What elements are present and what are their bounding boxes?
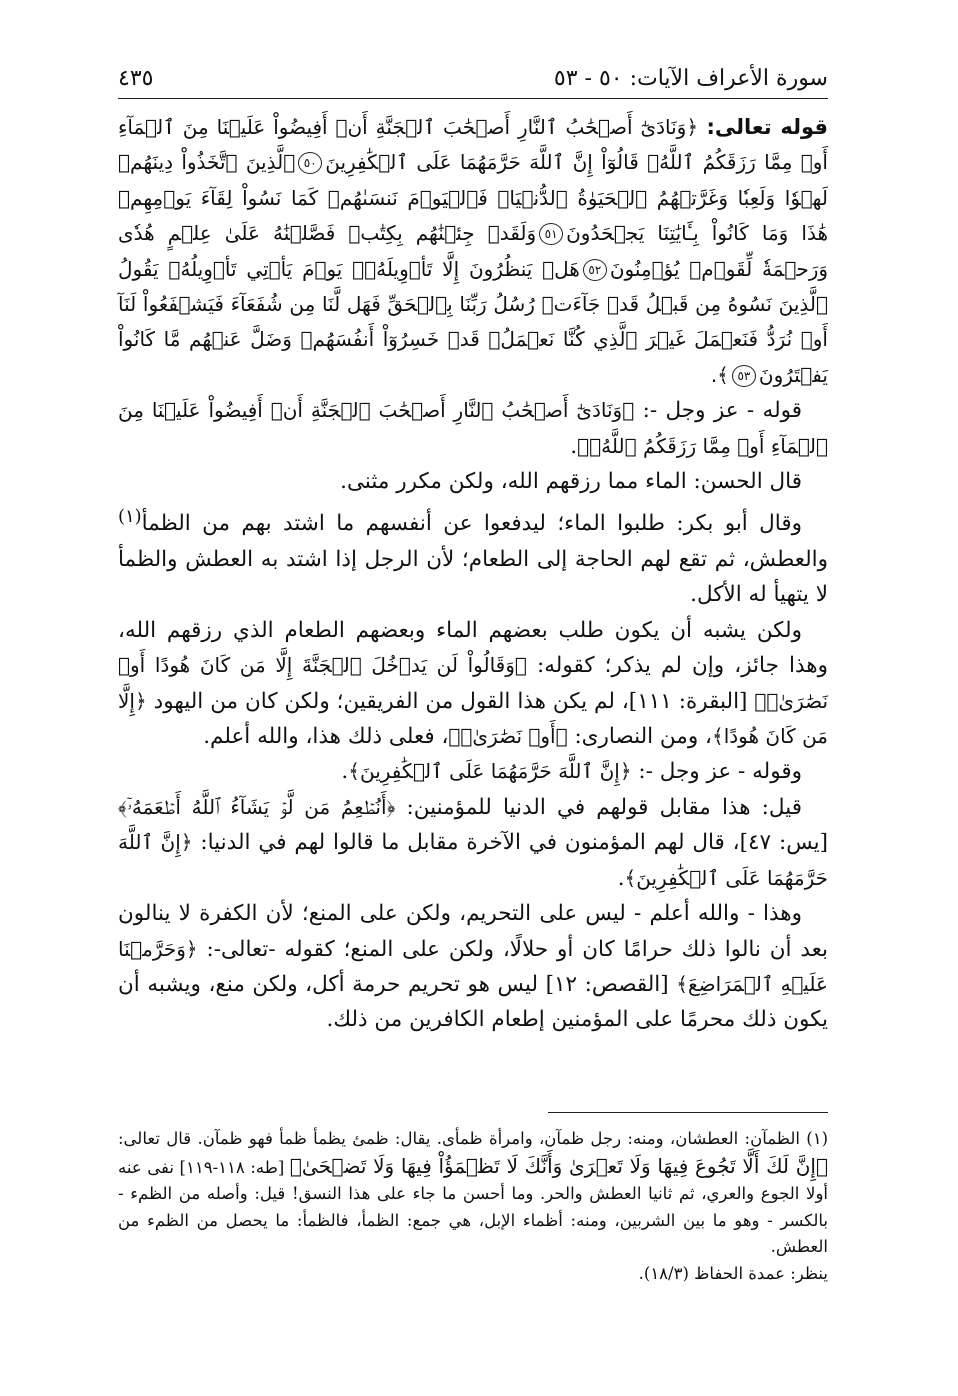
paragraph-text: قيل: هذا مقابل قولهم في الدنيا للمؤمنين: — [406, 794, 802, 820]
quran-open-bracket: ﴿ — [686, 115, 699, 139]
footnote-text: [طه: ١١٨-١١٩] نفى عنه أولا الجوع والعري، ثم ثانيا العطش والحر. وما أحسن ما جاء على هذا النسق! قيل: وأصله من الظمء - بالكسر - وهو ما بين الشربين، ومنه: أظماء الإبل، هي جمع: الظمأ، فالظمأ: ما يحصل من الظمء من العطش. — [118, 1157, 828, 1256]
paragraph — [118, 393, 828, 464]
paragraph-text: ، فعلى ذلك هذا، والله أعلم. — [203, 724, 449, 750]
paragraph-text: ، ومن النصارى: — [574, 724, 712, 750]
quran-quote: ﴿إِنَّ ٱللَّهَ حَرَّمَهُمَا عَلَى ٱلۡكَٰفِرِينَ﴾ — [348, 759, 632, 784]
paragraph-text: والعطش، ثم تقع لهم الحاجة إلى الطعام؛ لأن الرجل إذا اشتد به العطش والظمأ لا يتهيأ له الأكل. — [118, 547, 828, 608]
quran-verse-52: وَلَقَدۡ جِئۡنَٰهُم بِكِتَٰبٖ فَصَّلۡنَٰهُ عَلَىٰ عِلۡمٍ هُدٗى وَرَحۡمَةٗ لِّقَوۡمٖ يُؤۡمِنُونَ — [118, 221, 829, 281]
paragraph-text: [البقرة: ١١١]، لم يكن هذا القول من الفريقين؛ ولكن كان من اليهود — [153, 688, 748, 714]
paragraph — [118, 754, 828, 789]
footnote-rule — [548, 1112, 828, 1113]
quran-quote: ﴿وَقَالُواْ لَن يَدۡخُلَ ٱلۡجَنَّةَ إِلَّا مَن كَانَ هُودًا أَوۡ نَصَٰرَىٰۗ﴾ — [118, 653, 829, 713]
paragraph-text: وهذا - والله أعلم - ليس على التحريم، ولكن على المنع؛ لأن الكفرة لا ينالون بعد أن نالوا ذلك حرامًا كان أو حلالًا، ولكن على المنع؛ كقوله -تعالى-: — [118, 901, 828, 962]
quran-quote: ﴿إِنَّ ٱللَّهَ حَرَّمَهُمَا عَلَى ٱلۡكَٰفِرِينَ﴾ — [118, 830, 828, 890]
footnote-reference: (١) — [118, 506, 142, 528]
quran-close-bracket: ﴾. — [710, 362, 729, 387]
quran-verse-53: هَلۡ يَنظُرُونَ إِلَّا تَأۡوِيلَهُۥۚ يَوۡمَ يَأۡتِي تَأۡوِيلُهُۥ يَقُولُ ٱلَّذِينَ نَسُوهُ مِن قَبۡلُ قَدۡ جَآءَتۡ رُسُلُ رَبِّنَا بِٱلۡحَقِّ فَهَل لَّنَا مِن شُفَعَآءَ فَيَشۡفَعُواْ لَنَآ أَوۡ نُرَدُّ فَنَعۡمَلَ غَيۡرَ ٱلَّذِي كُنَّا نَعۡمَلُۚ قَدۡ خَسِرُوٓاْ أَنفُسَهُمۡ وَضَلَّ عَنۡهُم مَّا كَانُواْ يَفۡتَرُونَ — [118, 256, 828, 387]
paragraph — [118, 613, 828, 755]
paragraph-text: [يس: ٤٧]، قال لهم المؤمنون في الآخرة مقابل ما قالوا لهم في الدنيا: — [200, 830, 828, 856]
paragraph — [118, 499, 828, 612]
verse-number-50: ٥٠ — [298, 152, 322, 174]
verses-block — [118, 110, 828, 393]
verse-number-53: ٥٣ — [732, 365, 756, 387]
paragraph-text: وقوله - عز وجل -: — [638, 759, 802, 785]
footnote — [118, 1126, 828, 1261]
main-text — [118, 110, 828, 1038]
footnote-section — [118, 1126, 828, 1287]
paragraph-text: [القصص: ١٢] ليس هو تحريم حرمة أكل، ولكن منع، ويشبه أن يكون ذلك محرمًا على المؤمنين إطعام الكافرين من ذلك. — [118, 971, 828, 1033]
quran-quote: ﴿إِنَّ لَكَ أَلَّا تَجُوعَ فِيهَا وَلَا تَعۡرَىٰ وَأَنَّكَ لَا تَظۡمَؤُاْ فِيهَا وَلَا تَضۡحَىٰ﴾ — [289, 1153, 828, 1178]
paragraph: قال الحسن: الماء مما رزقهم الله، ولكن مكرر مثنى. — [340, 469, 802, 495]
footnote-source: ينظر: عمدة الحفاظ (١٨/٣). — [638, 1263, 828, 1283]
paragraph-text: وقال أبو بكر: طلبوا الماء؛ ليدفعوا عن أنفسهم ما اشتد بهم من الظمأ — [141, 511, 802, 537]
verses-lead: قوله تعالى: — [706, 115, 828, 139]
verse-number-51: ٥١ — [539, 223, 563, 245]
paragraph-text: . — [341, 759, 349, 785]
paragraph-text: . — [617, 865, 625, 891]
quran-quote: ﴿إِلَّا مَن كَانَ هُودًا﴾ — [118, 688, 828, 749]
paragraph — [118, 790, 828, 896]
quran-quote: ﴿وَحَرَّمۡنَا عَلَيۡهِ ٱلۡمَرَاضِعَ﴾ — [118, 936, 828, 996]
quran-quote: ﴿أَنُطۡعِمُ مَن لَّوۡ يَشَآءُ ٱللَّهُ أَطۡعَمَهُۥٓ﴾ — [118, 794, 396, 819]
paragraph-text: قوله - عز وجل -: — [642, 398, 803, 424]
quran-verse-51: ٱلَّذِينَ ٱتَّخَذُواْ دِينَهُمۡ لَهۡوٗا وَلَعِبٗا وَغَرَّتۡهُمُ ٱلۡحَيَوٰةُ ٱلدُّنۡيَاۚ فَٱلۡيَوۡمَ نَنسَىٰهُمۡ كَمَا نَسُواْ لِقَآءَ يَوۡمِهِمۡ هَٰذَا وَمَا كَانُواْ بِـَٔايَٰتِنَا يَجۡحَدُونَ — [118, 150, 828, 246]
paragraph-text: . — [570, 433, 578, 459]
page-number: ٤٣٥ — [118, 65, 154, 91]
header-rule — [118, 98, 828, 99]
verse-number-52: ٥٢ — [583, 259, 607, 281]
running-title: سورة الأعراف الآيات: ٥٠ - ٥٣ — [553, 65, 828, 91]
paragraph — [118, 896, 828, 1038]
quran-quote: ﴿وَنَادَىٰٓ أَصۡحَٰبُ ٱلنَّارِ أَصۡحَٰبَ ٱلۡجَنَّةِ أَنۡ أَفِيضُواْ عَلَيۡنَا مِنَ ٱلۡمَآءِ أَوۡ مِمَّا رَزَقَكُمُ ٱللَّهُۚ﴾ — [118, 398, 828, 458]
quran-verse-50: وَنَادَىٰٓ أَصۡحَٰبُ ٱلنَّارِ أَصۡحَٰبَ ٱلۡجَنَّةِ أَنۡ أَفِيضُواْ عَلَيۡنَا مِنَ ٱلۡمَآءِ أَوۡ مِمَّا رَزَقَكُمُ ٱللَّهُۚ قَالُوٓاْ إِنَّ ٱللَّهَ حَرَّمَهُمَا عَلَى ٱلۡكَٰفِرِينَ — [118, 115, 828, 175]
footnote-text: (١) الظمآن: العطشان، ومنه: رجل ظمآن، وامرأة ظمأى. يقال: ظمئ يظمأ ظمأ فهو ظمآن. قال تعالى: — [118, 1129, 828, 1148]
paragraph-text: ولكن يشبه أن يكون طلب بعضهم الماء وبعضهم الطعام الذي رزقهم الله، وهذا جائز، وإن لم يذكر؛ كقوله: — [118, 617, 828, 679]
page-header — [118, 58, 828, 98]
quran-quote: ﴿أَوۡ نَصَٰرَىٰۗ﴾ — [448, 724, 568, 749]
